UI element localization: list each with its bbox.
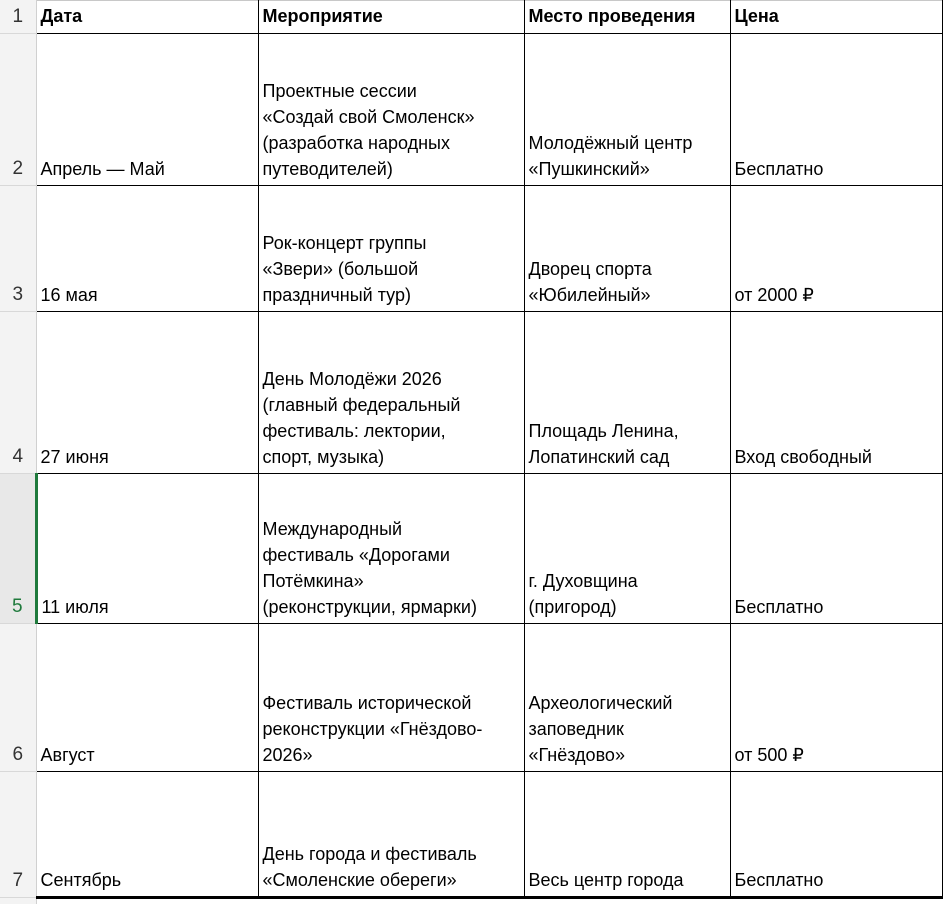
date-cell[interactable]: 16 мая xyxy=(36,185,258,311)
column-header-price[interactable]: Цена xyxy=(730,0,942,33)
table-row xyxy=(0,185,942,311)
row-number[interactable]: 7 xyxy=(0,771,36,897)
event-cell[interactable]: Фестиваль исторической реконструкции «Гнёздово- 2026» xyxy=(258,623,524,771)
price-cell[interactable]: от 500 ₽ xyxy=(730,623,942,771)
place-cell[interactable]: г. Духовщина (пригород) xyxy=(524,473,730,623)
date-cell[interactable]: Апрель — Май xyxy=(36,33,258,185)
place-cell[interactable]: Молодёжный центр «Пушкинский» xyxy=(524,33,730,185)
place-cell[interactable]: Археологический заповедник «Гнёздово» xyxy=(524,623,730,771)
table-row xyxy=(0,311,942,473)
price-cell[interactable]: Бесплатно xyxy=(730,771,942,897)
table-row xyxy=(0,473,942,623)
row-number[interactable]: 3 xyxy=(0,185,36,311)
date-cell[interactable]: Сентябрь xyxy=(36,771,258,897)
header-row xyxy=(0,0,942,33)
place-cell[interactable]: Весь центр города xyxy=(524,771,730,897)
event-cell[interactable]: День Молодёжи 2026 (главный федеральный фестиваль: лектории, спорт, музыка) xyxy=(258,311,524,473)
column-header-event[interactable]: Мероприятие xyxy=(258,0,524,33)
event-cell[interactable]: Проектные сессии «Создай свой Смоленск» (разработка народных путеводителей) xyxy=(258,33,524,185)
place-cell[interactable]: Дворец спорта «Юбилейный» xyxy=(524,185,730,311)
price-cell[interactable]: Бесплатно xyxy=(730,33,942,185)
price-cell[interactable]: Бесплатно xyxy=(730,473,942,623)
event-cell[interactable]: День города и фестиваль «Смоленские обереги» xyxy=(258,771,524,897)
row-number[interactable]: 2 xyxy=(0,33,36,185)
price-cell[interactable]: Вход свободный xyxy=(730,311,942,473)
date-cell[interactable]: Август xyxy=(36,623,258,771)
table-row xyxy=(0,771,942,897)
row-number[interactable]: 6 xyxy=(0,623,36,771)
table-row xyxy=(0,33,942,185)
column-header-date[interactable]: Дата xyxy=(36,0,258,33)
date-cell[interactable]: 27 июня xyxy=(36,311,258,473)
row-number[interactable]: 1 xyxy=(0,0,36,33)
event-cell[interactable]: Рок-концерт группы «Звери» (большой праздничный тур) xyxy=(258,185,524,311)
table-row xyxy=(0,623,942,771)
row-number[interactable]: 5 xyxy=(0,473,36,623)
date-cell[interactable]: 11 июля xyxy=(36,473,258,623)
event-cell[interactable]: Международный фестиваль «Дорогами Потёмкина» (реконструкции, ярмарки) xyxy=(258,473,524,623)
price-cell[interactable]: от 2000 ₽ xyxy=(730,185,942,311)
column-header-place[interactable]: Место проведения xyxy=(524,0,730,33)
row-number[interactable]: 4 xyxy=(0,311,36,473)
place-cell[interactable]: Площадь Ленина, Лопатинский сад xyxy=(524,311,730,473)
